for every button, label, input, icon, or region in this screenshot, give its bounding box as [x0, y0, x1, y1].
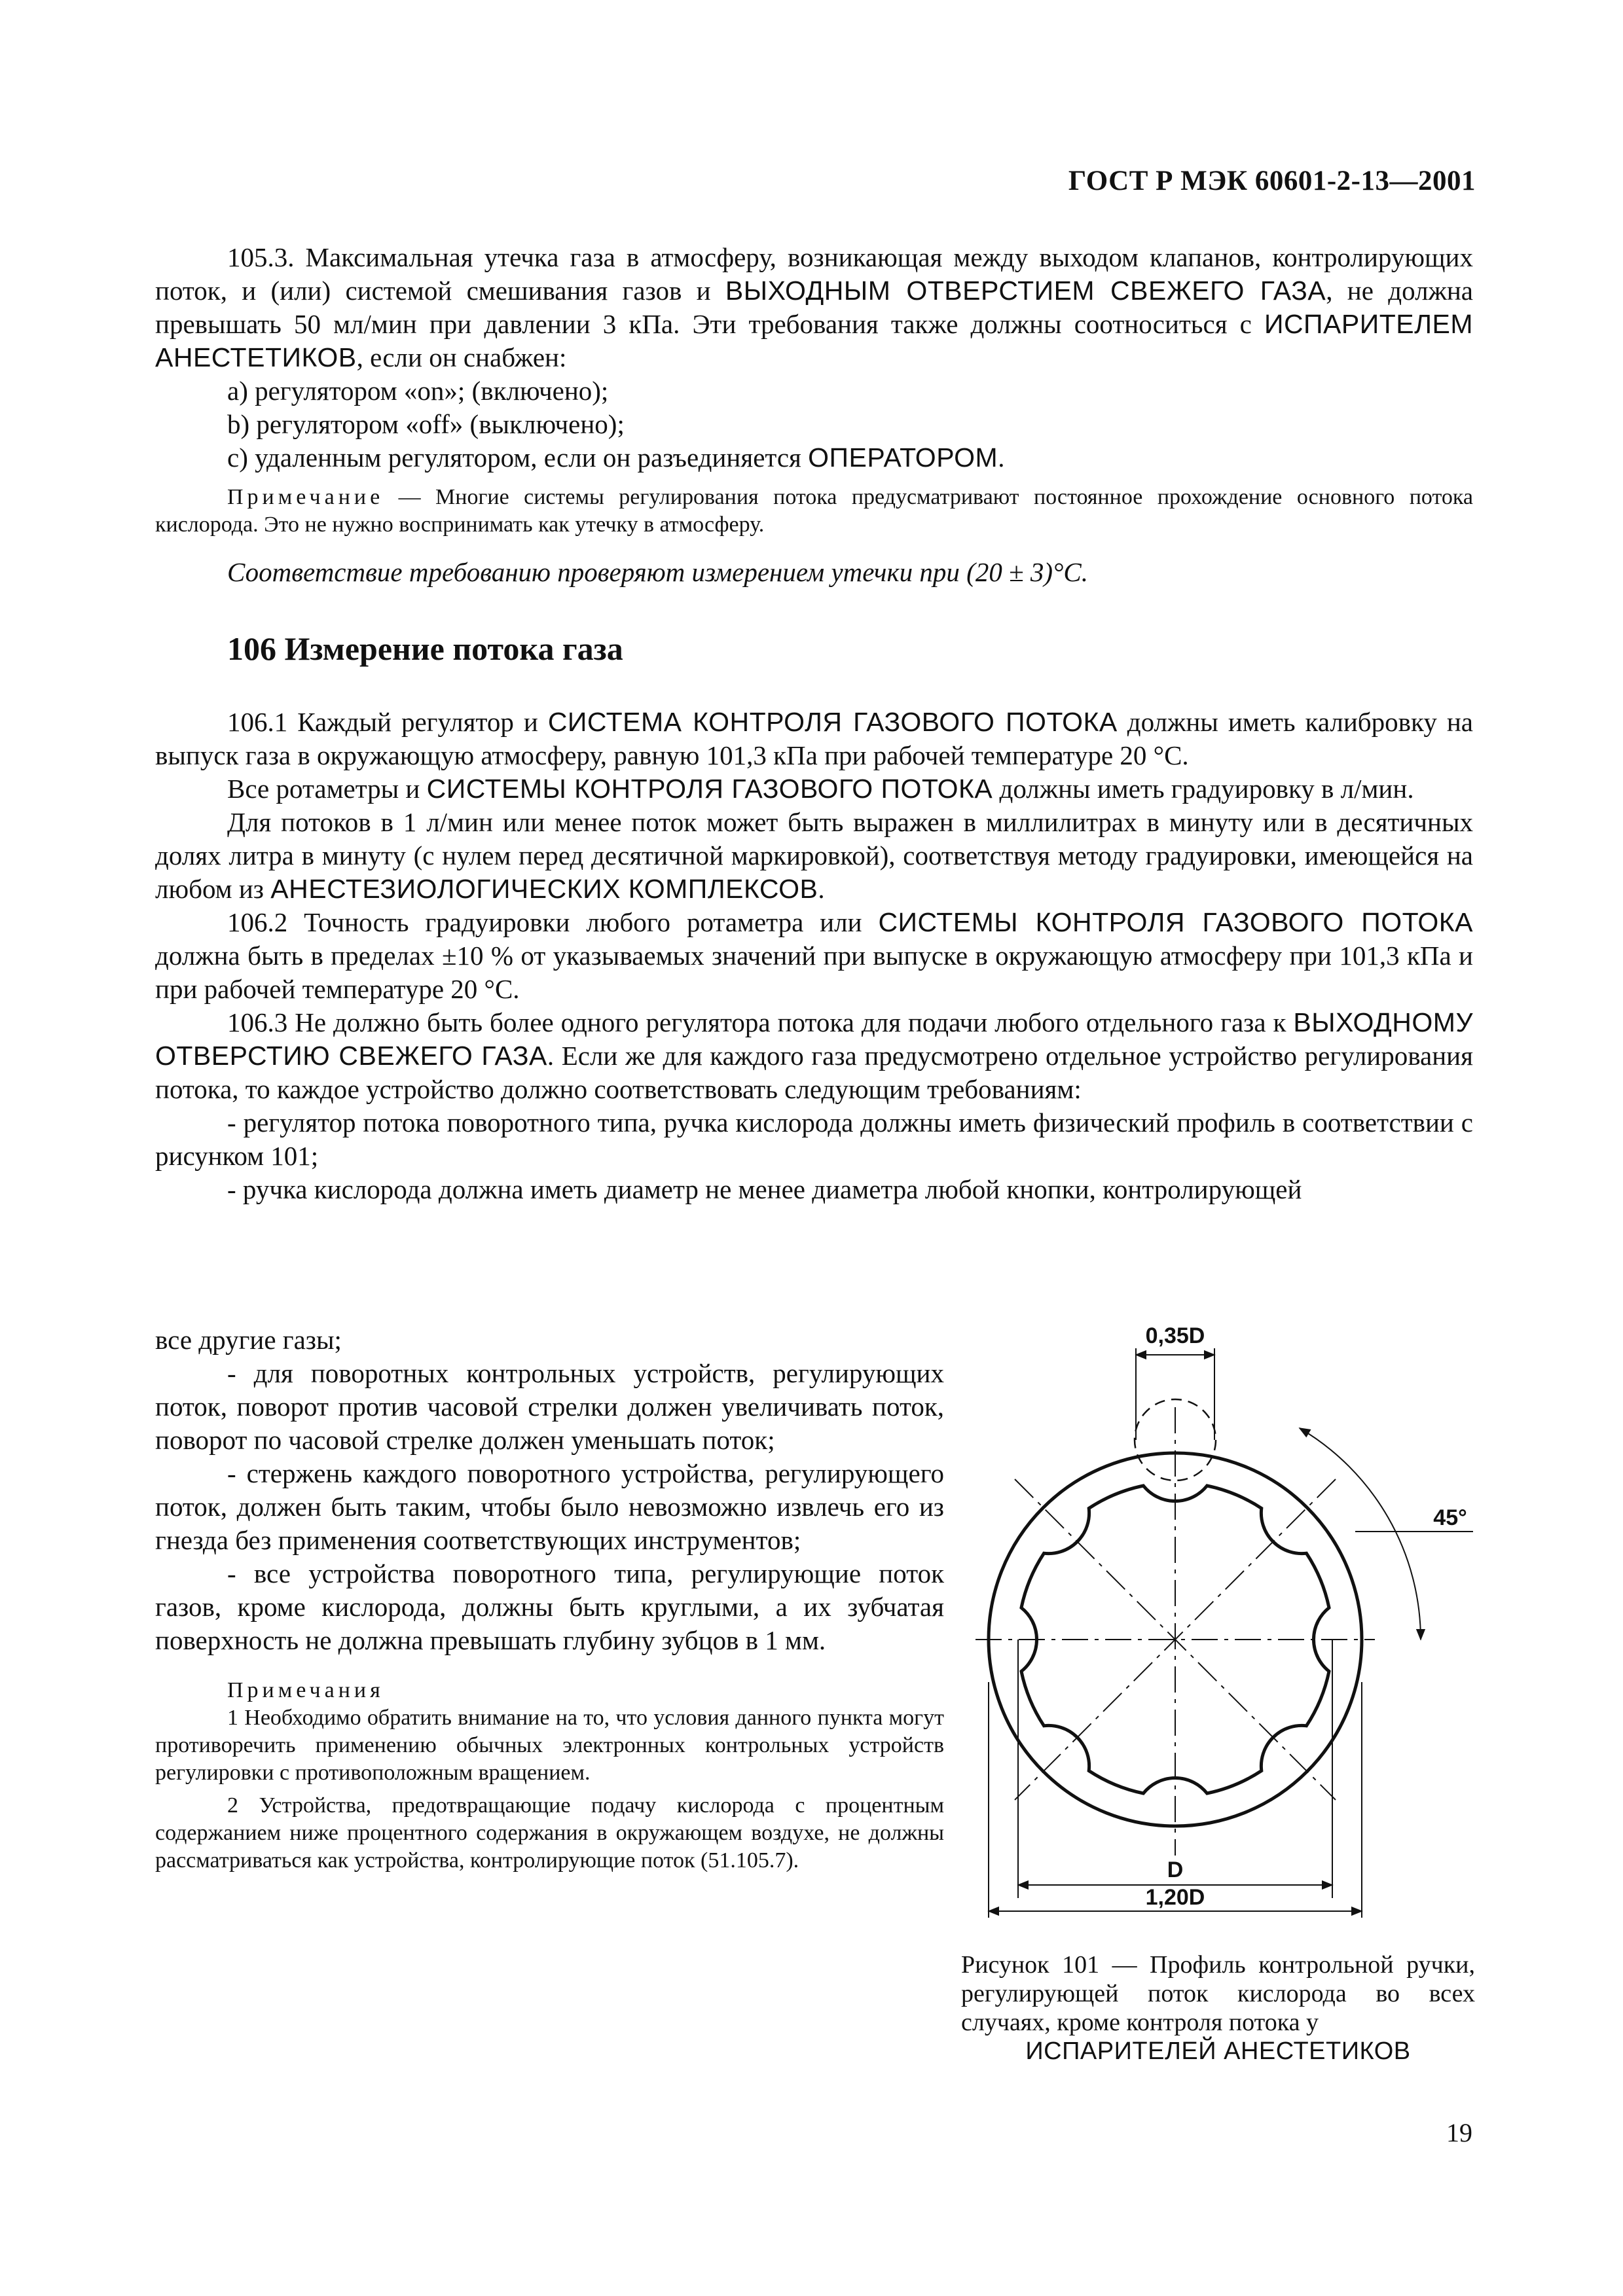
term: СИСТЕМЫ КОНТРОЛЯ ГАЗОВОГО ПОТОКА: [878, 907, 1473, 937]
bullet-diameter-continued: все другие газы;: [155, 1325, 342, 1355]
narrow-column: [155, 1323, 944, 1874]
term: ВЫХОДНОМУ ОТВЕРСТИЮ СВЕЖЕГО ГАЗА: [155, 1007, 1473, 1071]
note-text: — Многие системы регулирования потока предусматривают постоянное прохождение основного потока кислорода. Это не нужно воспринимать как утечку в атмосферу.: [155, 485, 1473, 537]
notes-label: Примечания: [227, 1678, 384, 1702]
list-item-c: [155, 441, 1473, 475]
term: АНЕСТЕЗИОЛОГИЧЕСКИХ КОМПЛЕКСОВ: [270, 874, 818, 904]
text-run: Все ротаметры и: [227, 774, 427, 804]
paragraph-106-2: [155, 906, 1473, 1006]
term: ОПЕРАТОРОМ: [808, 442, 998, 473]
text-run: .: [818, 874, 825, 904]
compliance-text: Соответствие требованию проверяют измерением утечки при (20 ± 3)°С.: [227, 557, 1088, 587]
text-run: c) удаленным регулятором, если он разъединяется: [227, 442, 809, 473]
note-105-3: [155, 484, 1473, 539]
term: ИСПАРИТЕЛЕМ АНЕСТЕТИКОВ: [155, 309, 1473, 372]
term: СИСТЕМА КОНТРОЛЯ ГАЗОВОГО ПОТОКА: [547, 707, 1118, 737]
text-run: , если он снабжен:: [356, 342, 567, 372]
text-run: . Если же для каждого газа предусмотрено отдельное устройство регулирования потока, то каждое устройство должно соответствовать следующим требованиям:: [155, 1041, 1473, 1104]
page-number: 19: [1446, 2118, 1472, 2147]
text-run: 105.3. Максимальная утечка газа в атмосферу, возникающая между выходом клапанов, контролирующих поток, и (или) системой смешивания газов и: [155, 242, 1473, 306]
text-run: .: [998, 442, 1005, 473]
caption-text: Рисунок 101 — Профиль контрольной ручки, регулирующей поток кислорода во всех случаях, кроме контроля потока у: [961, 1951, 1475, 2036]
section-106: [155, 706, 1473, 1206]
dim-label-d: D: [1167, 1857, 1184, 1882]
text-run: должна быть в пределах ±10 % от указываемых значений при выпуске в окружающую атмосферу при 101,3 кПа и при рабочей температуре 20 °С.: [155, 941, 1473, 1004]
dim-label-120d: 1,20D: [1145, 1885, 1205, 1910]
bullet-rotation: - для поворотных контрольных устройств, регулирующих поток, поворот против часовой стрелки должен увеличивать поток, поворот по часовой стрелке должен уменьшать поток;: [155, 1358, 944, 1455]
figure-101: [966, 1316, 1476, 1928]
section-106-heading: 106 Измерение потока газа: [227, 630, 623, 667]
bullet-diameter: - ручка кислорода должна иметь диаметр не менее диаметра любой кнопки, контролирующей: [227, 1174, 1302, 1204]
bullet-stem: - стержень каждого поворотного устройства, регулирующего поток, должен быть таким, чтобы было невозможно извлечь его из гнезда без применения соответствующих инструментов;: [155, 1458, 944, 1555]
paragraph-rotameters: [155, 772, 1473, 806]
figure-caption: [961, 1950, 1475, 2066]
list-item-b: b) регулятором «off» (выключено);: [227, 409, 625, 439]
dim-label-035d: 0,35D: [1145, 1323, 1205, 1348]
text-run: должны иметь градуировку в л/мин.: [993, 774, 1414, 804]
text-run: , не должна превышать 50 мл/мин при давлении 3 кПа. Эти требования также должны соотноситься с: [155, 276, 1474, 339]
term: СИСТЕМЫ КОНТРОЛЯ ГАЗОВОГО ПОТОКА: [426, 774, 993, 804]
note-label: Примечание: [227, 485, 384, 509]
bullet-profile: - регулятор потока поворотного типа, ручка кислорода должны иметь физический профиль в соответствии с рисунком 101;: [155, 1107, 1473, 1171]
note-2: 2 Устройства, предотвращающие подачу кислорода с процентным содержанием ниже процентного содержания в окружающем воздухе, не должны рассматриваться как устройства, контролирующие поток (51.105.7).: [155, 1793, 944, 1873]
knob-profile-diagram: [966, 1316, 1476, 1924]
paragraph-105-3: [155, 241, 1473, 374]
text-run: Для потоков в 1 л/мин или менее поток может быть выражен в миллилитрах в минуту или в десятичных долях литра в минуту (с нулем перед десятичной маркировкой), соответствуя методу градуировки, имеющейся на любом из: [155, 807, 1473, 904]
text-run: должны иметь калибровку на выпуск газа в окружающую атмосферу, равную 101,3 кПа при рабочей температуре 20 °С.: [155, 707, 1473, 770]
section-105-3: [155, 241, 1473, 589]
term: ВЫХОДНЫМ ОТВЕРСТИЕМ СВЕЖЕГО ГАЗА: [725, 276, 1326, 306]
text-run: 106.1 Каждый регулятор и: [227, 707, 548, 737]
caption-term: ИСПАРИТЕЛЕЙ АНЕСТЕТИКОВ: [1025, 2037, 1411, 2065]
bullet-round-knobs: - все устройства поворотного типа, регулирующие поток газов, кроме кислорода, должны быть круглыми, а их зубчатая поверхность не должна превышать глубину зубцов в 1 мм.: [155, 1558, 944, 1655]
paragraph-106-3: [155, 1006, 1473, 1106]
paragraph-106-1: [155, 706, 1473, 772]
text-run: 106.2 Точность градуировки любого ротаметра или: [227, 907, 879, 937]
angle-label: 45°: [1433, 1505, 1467, 1530]
document-number: ГОСТ Р МЭК 60601-2-13—2001: [1068, 166, 1476, 196]
list-item-a: a) регулятором «on»; (включено);: [227, 376, 609, 406]
note-1: 1 Необходимо обратить внимание на то, что условия данного пункта могут противоречить применению обычных электронных контрольных устройств регулировки с противоположным вращением.: [155, 1706, 944, 1785]
paragraph-low-flows: [155, 806, 1473, 906]
text-run: 106.3 Не должно быть более одного регулятора потока для подачи любого отдельного газа к: [227, 1007, 1294, 1037]
